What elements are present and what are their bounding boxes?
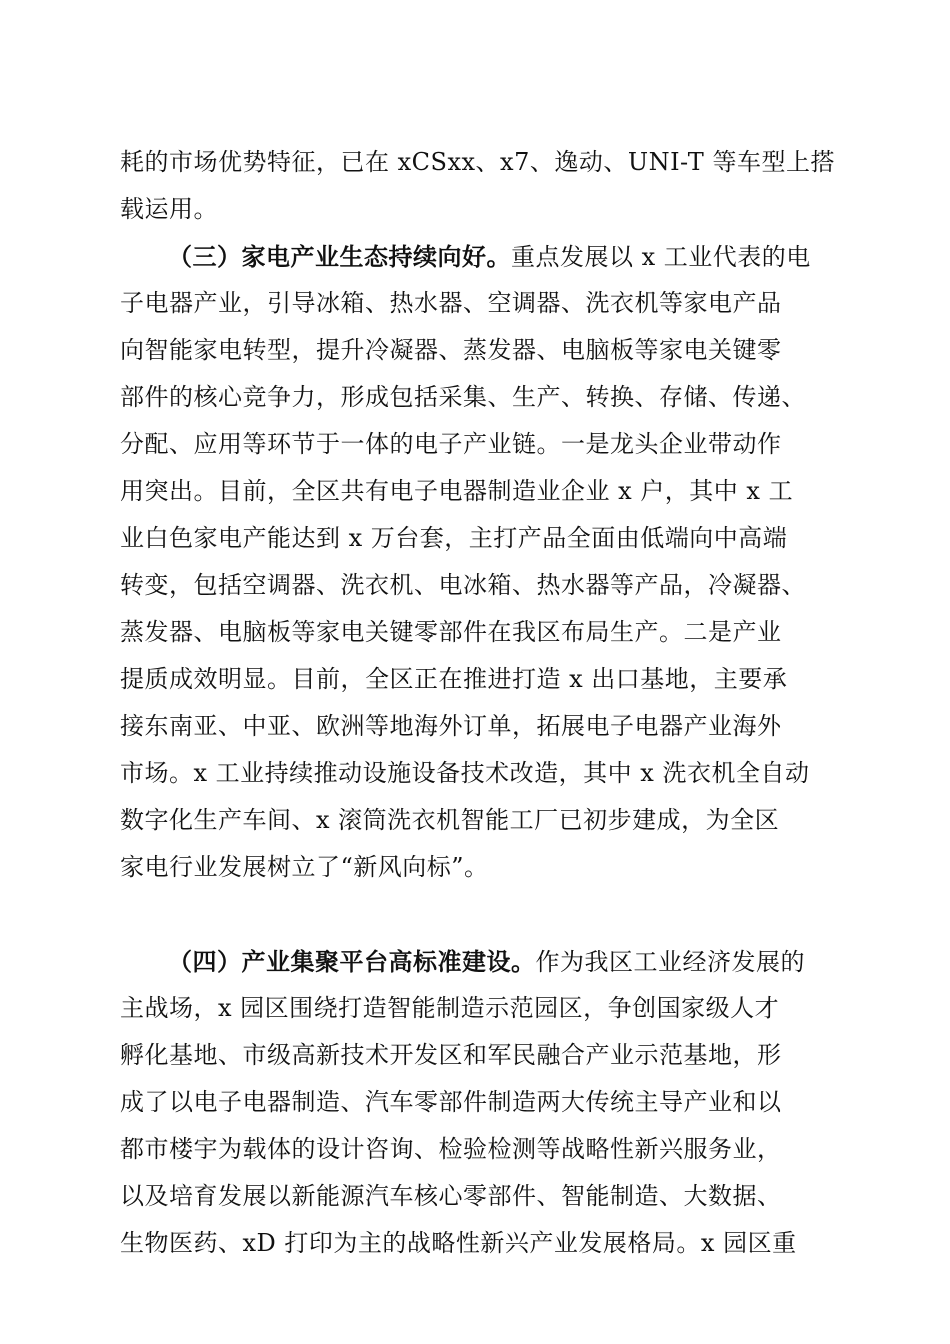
- text-line: 主战场，x 园区围绕打造智能制造示范园区，争创国家级人才: [120, 994, 780, 1022]
- text-line: 家电行业发展树立了“新风向标”。: [120, 853, 489, 881]
- text-line: 转变，包括空调器、洗衣机、电冰箱、热水器等产品，冷凝器、: [120, 571, 806, 599]
- text-line: 蒸发器、电脑板等家电关键零部件在我区布局生产。二是产业: [120, 618, 782, 646]
- text-line: 分配、应用等环节于一体的电子产业链。一是龙头企业带动作: [120, 430, 782, 458]
- text-line: 都市楼宇为载体的设计咨询、检验检测等战略性新兴服务业，: [120, 1135, 782, 1163]
- text-line: 业白色家电产能达到 x 万台套，主打产品全面由低端向中高端: [120, 524, 788, 552]
- text-run: 作为我区工业经济发展的: [535, 948, 805, 976]
- text-run: 重点发展以 x 工业代表的电: [511, 243, 811, 271]
- section-heading-3: （三）家电产业生态持续向好。: [168, 242, 511, 271]
- text-line: 向智能家电转型，提升冷凝器、蒸发器、电脑板等家电关键零: [120, 336, 782, 364]
- text-line: 用突出。目前，全区共有电子电器制造业企业 x 户，其中 x 工: [120, 477, 794, 505]
- paragraph-2: [120, 233, 832, 938]
- section-heading-4: （四）产业集聚平台高标准建设。: [168, 947, 536, 976]
- text-line: 耗的市场优势特征，已在 xCSxx、x7、逸动、UNI-T 等车型上搭: [120, 148, 835, 176]
- text-line: 以及培育发展以新能源汽车核心零部件、智能制造、大数据、: [120, 1182, 782, 1210]
- text-line: 生物医药、xD 打印为主的战略性新兴产业发展格局。x 园区重: [120, 1229, 797, 1257]
- paragraph-3: [120, 938, 832, 1267]
- text-line: 部件的核心竞争力，形成包括采集、生产、转换、存储、传递、: [120, 383, 806, 411]
- text-line: [120, 891, 832, 938]
- text-line: 提质成效明显。目前，全区正在推进打造 x 出口基地，主要承: [120, 665, 788, 693]
- text-line: 孵化基地、市级高新技术开发区和军民融合产业示范基地，形: [120, 1041, 782, 1069]
- text-line: 载运用。: [120, 195, 218, 223]
- text-line: 成了以电子电器制造、汽车零部件制造两大传统主导产业和以: [120, 1088, 782, 1116]
- text-line: [120, 938, 832, 985]
- text-line: 市场。x 工业持续推动设施设备技术改造，其中 x 洗衣机全自动: [120, 759, 810, 787]
- text-line: 接东南亚、中亚、欧洲等地海外订单，拓展电子电器产业海外: [120, 712, 782, 740]
- text-line: 子电器产业，引导冰箱、热水器、空调器、洗衣机等家电产品: [120, 289, 782, 317]
- document-page: [120, 139, 835, 1267]
- text-line: 数字化生产车间、x 滚筒洗衣机智能工厂已初步建成，为全区: [120, 806, 780, 834]
- text-line: [120, 233, 832, 280]
- paragraph-1: [120, 139, 835, 233]
